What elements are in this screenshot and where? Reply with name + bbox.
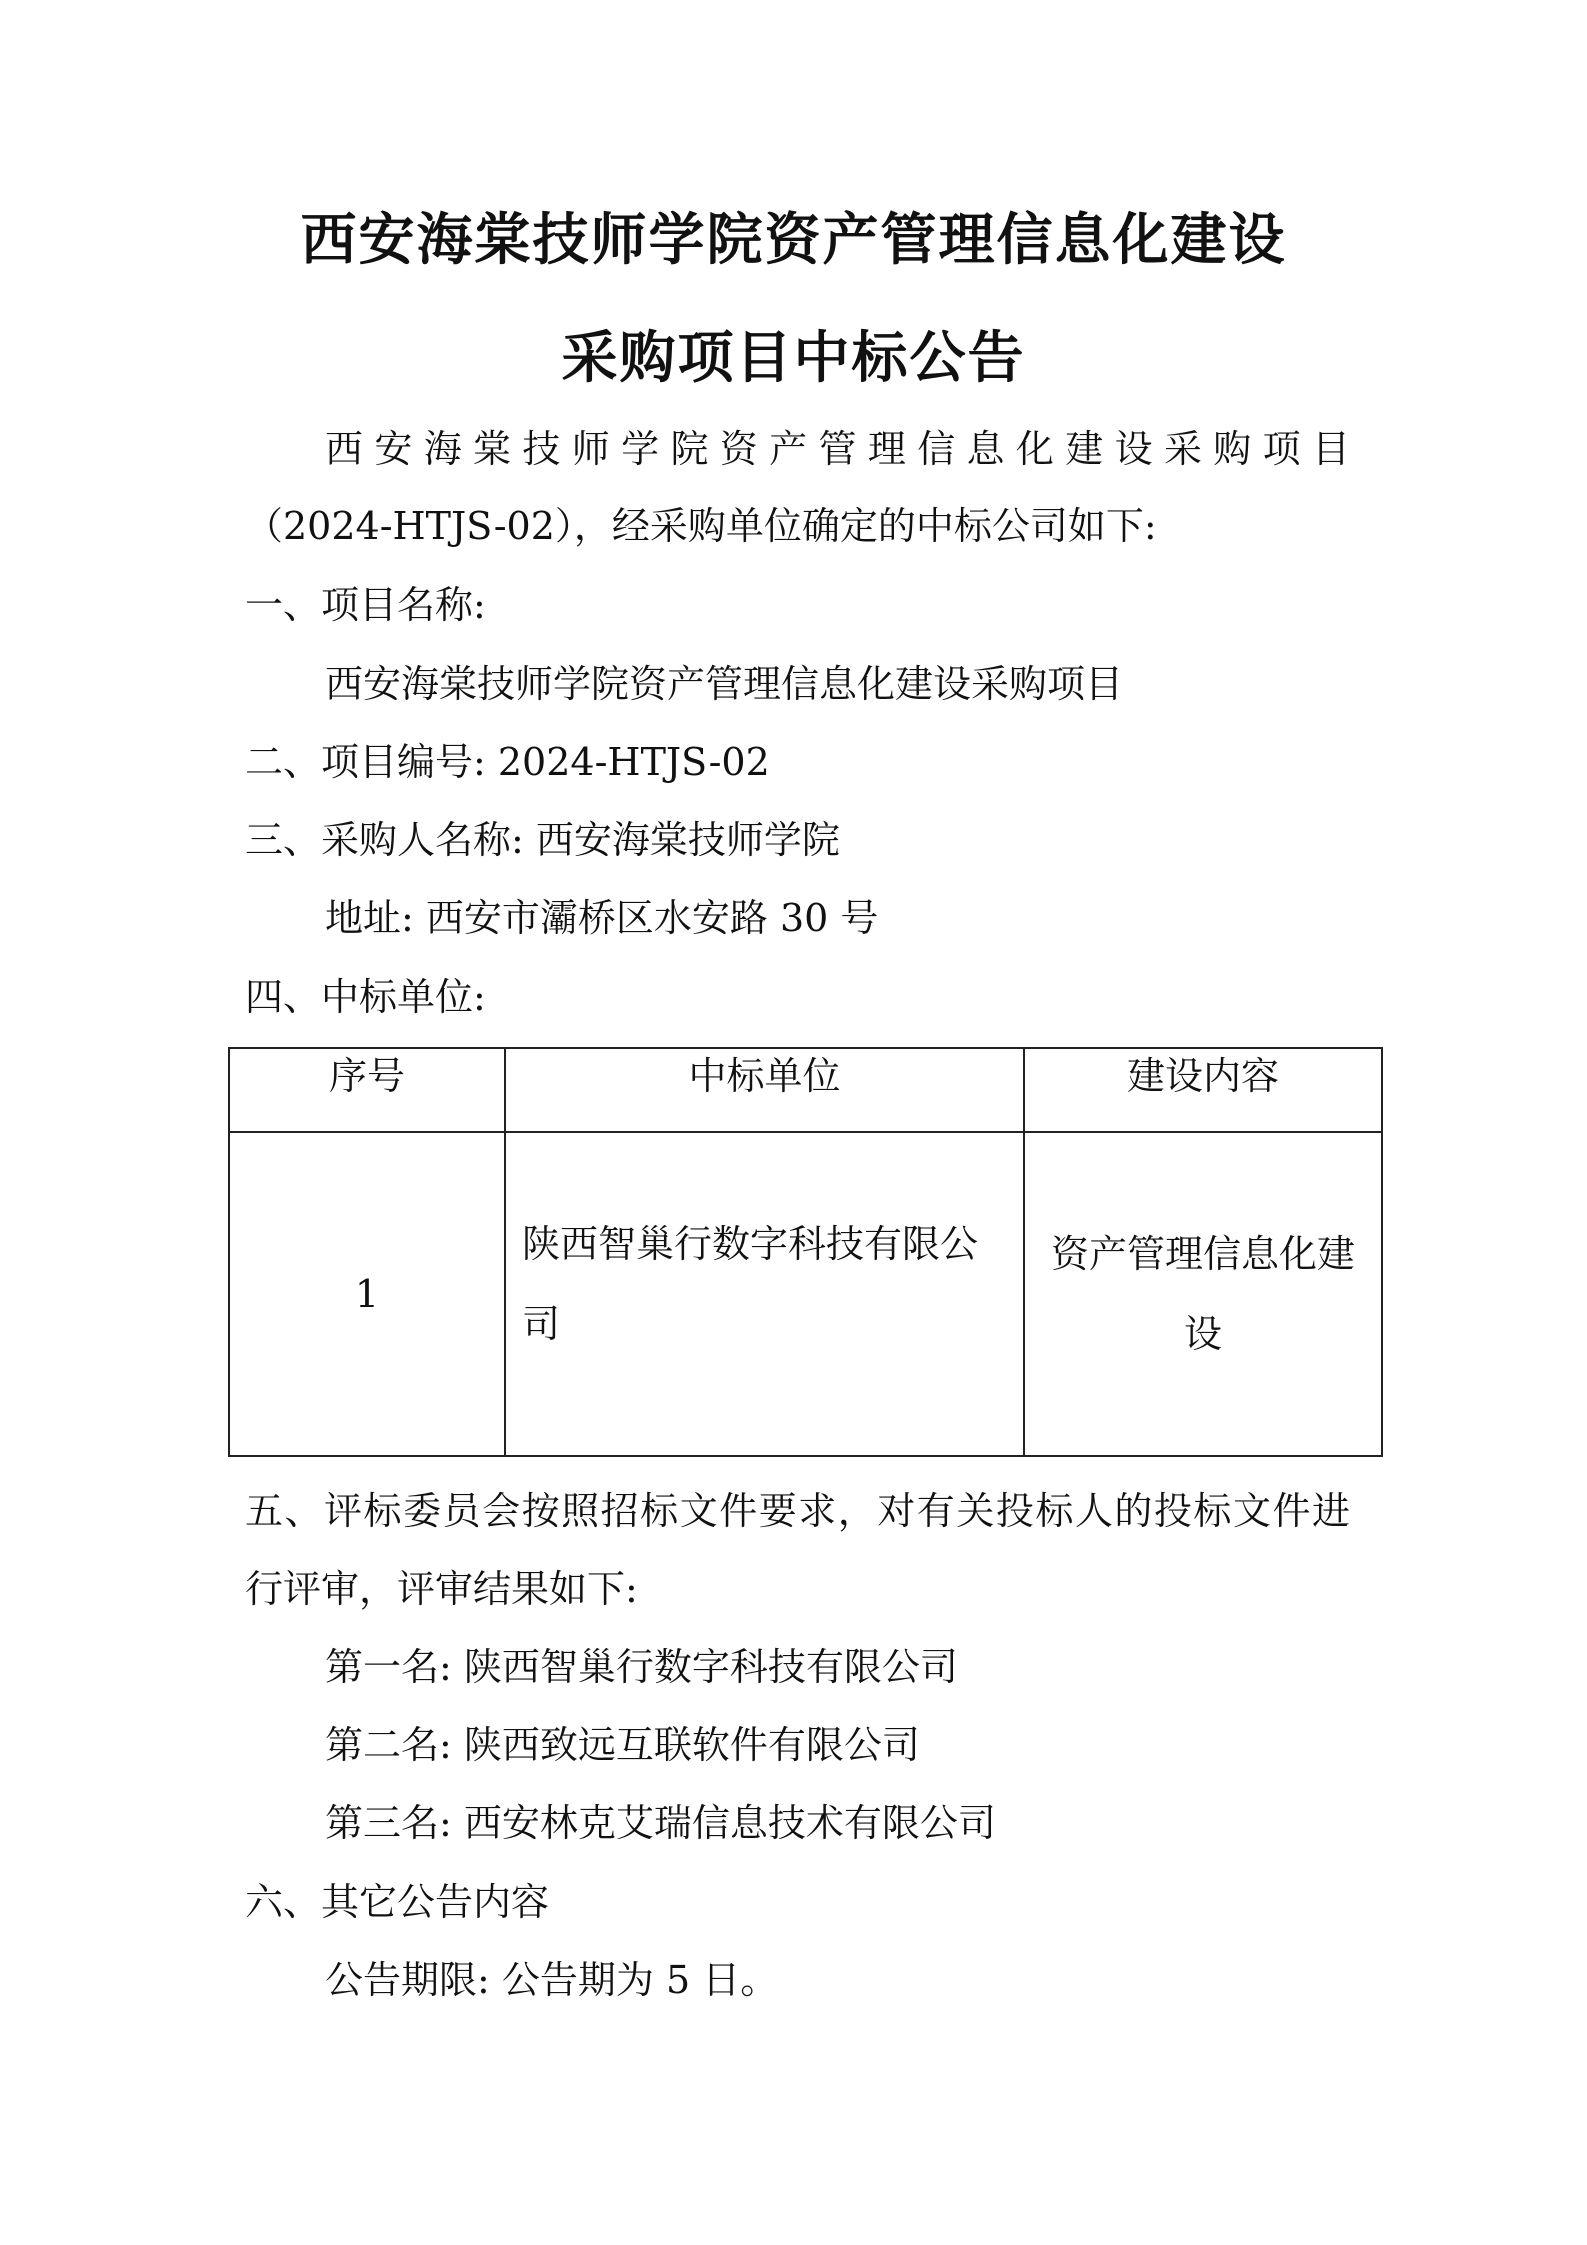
row-content: 资产管理信息化建设 bbox=[1024, 1132, 1382, 1456]
section-1-heading: 一、项目名称: bbox=[245, 583, 486, 627]
intro-line-1 bbox=[325, 426, 1350, 472]
project-name-value: 西安海棠技师学院资产管理信息化建设采购项目 bbox=[325, 662, 1124, 706]
rank-first: 第一名: 陕西智巢行数字科技有限公司 bbox=[325, 1645, 958, 1689]
section-5-line-2: 行评审，评审结果如下: bbox=[245, 1567, 638, 1611]
rank-second: 第二名: 陕西致远互联软件有限公司 bbox=[325, 1723, 920, 1767]
section-5-line-1-text: 五、评标委员会按照招标文件要求，对有关投标人的投标文件进 bbox=[245, 1489, 1350, 1533]
row-winning-unit: 陕西智巢行数字科技有限公司 bbox=[505, 1132, 1024, 1456]
row-seq: 1 bbox=[229, 1132, 505, 1456]
header-winning-unit: 中标单位 bbox=[505, 1048, 1024, 1132]
intro-line-1-text: 西安海棠技师学院资产管理信息化建设采购项目 bbox=[325, 427, 1350, 471]
table-header-row bbox=[229, 1048, 1382, 1132]
section-4-heading: 四、中标单位: bbox=[245, 975, 486, 1019]
winning-bidder-table bbox=[228, 1047, 1383, 1457]
purchaser-address: 地址: 西安市灞桥区水安路 30 号 bbox=[325, 896, 879, 940]
document-title-line-2: 采购项目中标公告 bbox=[561, 325, 1026, 391]
table-row bbox=[229, 1132, 1382, 1456]
header-seq: 序号 bbox=[229, 1048, 505, 1132]
section-2-project-number: 二、项目编号: 2024-HTJS-02 bbox=[245, 740, 770, 784]
section-5-line-1 bbox=[245, 1488, 1350, 1534]
section-6-heading: 六、其它公告内容 bbox=[245, 1880, 550, 1924]
rank-third: 第三名: 西安林克艾瑞信息技术有限公司 bbox=[325, 1801, 996, 1845]
header-content: 建设内容 bbox=[1024, 1048, 1382, 1132]
document-title-line-1: 西安海棠技师学院资产管理信息化建设 bbox=[300, 207, 1287, 273]
intro-line-2: （2024-HTJS-02），经采购单位确定的中标公司如下: bbox=[245, 504, 1157, 548]
announcement-period: 公告期限: 公告期为 5 日。 bbox=[325, 1958, 779, 2002]
section-3-purchaser-name: 三、采购人名称: 西安海棠技师学院 bbox=[245, 818, 840, 862]
